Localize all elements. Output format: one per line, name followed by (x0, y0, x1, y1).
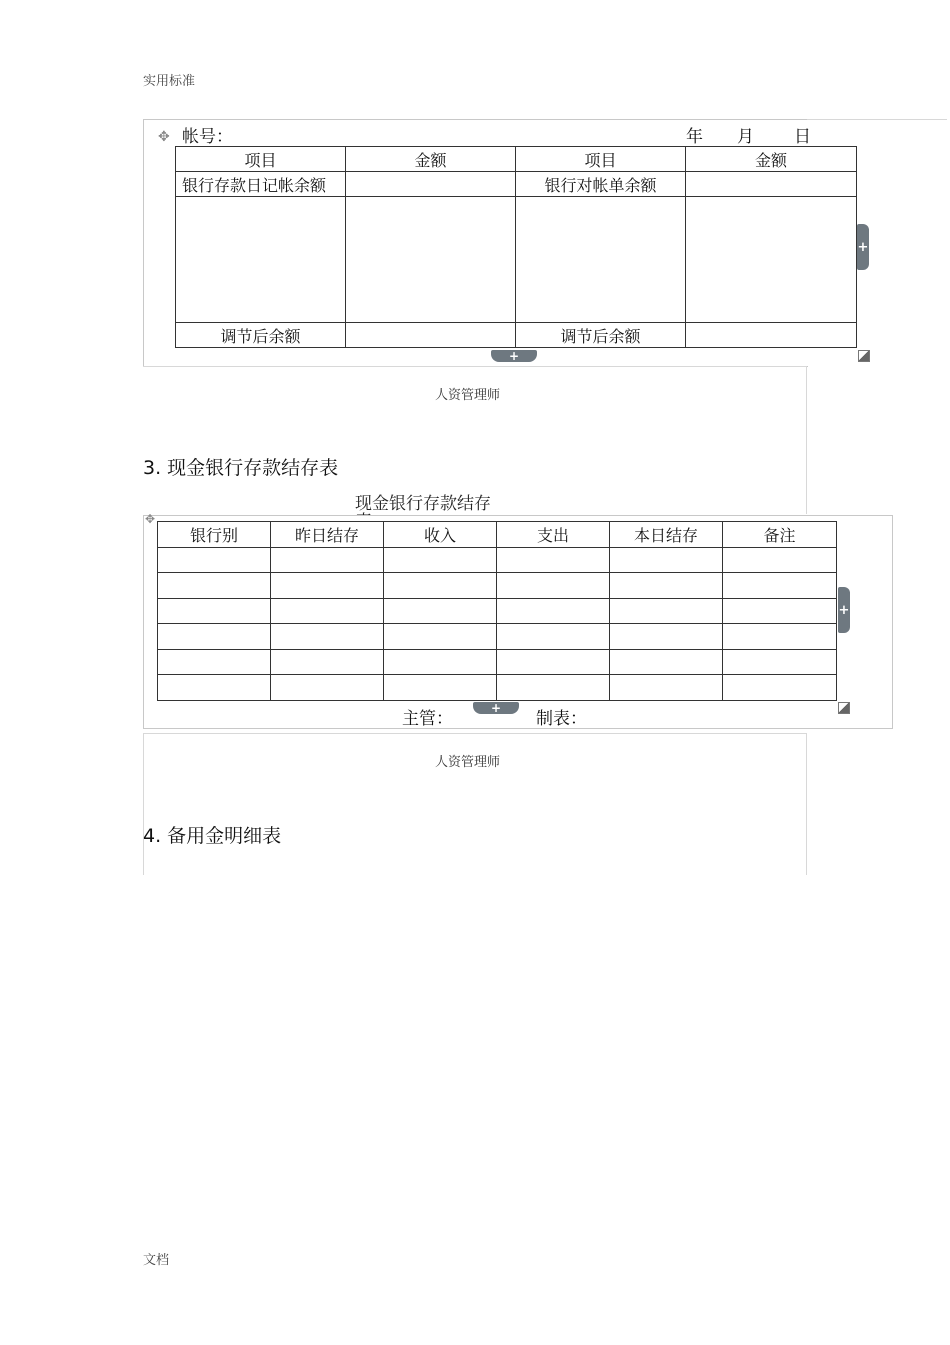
table-row (176, 172, 857, 197)
resize-icon[interactable] (858, 350, 870, 362)
table-cell[interactable] (158, 624, 271, 650)
table-cell[interactable] (610, 599, 723, 624)
table-cell[interactable] (158, 548, 271, 573)
add-column-button[interactable] (838, 587, 850, 633)
table-cell[interactable] (271, 548, 384, 573)
column-header: 银行别 (158, 522, 271, 548)
table-cell[interactable] (723, 599, 837, 624)
move-handle-icon[interactable]: ✥ (158, 129, 170, 145)
preparer-label: 制表： (536, 709, 587, 729)
table-cell[interactable] (497, 650, 610, 675)
column-header: 备注 (723, 522, 837, 548)
table-row (158, 548, 837, 573)
table-cell[interactable] (497, 548, 610, 573)
table-cell[interactable] (271, 573, 384, 599)
table-cell[interactable] (384, 650, 497, 675)
plus-icon: + (490, 701, 502, 715)
table-cell[interactable] (346, 323, 516, 348)
table-cell[interactable] (158, 650, 271, 675)
table-cell[interactable] (497, 675, 610, 701)
add-row-button[interactable] (473, 702, 519, 714)
table-cell[interactable] (686, 172, 857, 197)
table-cell[interactable] (610, 650, 723, 675)
table-cell[interactable] (271, 624, 384, 650)
reconciliation-table (175, 146, 857, 348)
plus-icon: + (857, 239, 869, 255)
table2-title-partial: 现金银行存款结存 (355, 494, 491, 514)
table-cell[interactable] (271, 599, 384, 624)
table-cell[interactable] (384, 573, 497, 599)
table-row (158, 573, 837, 599)
table-row (176, 323, 857, 348)
add-column-button[interactable] (857, 224, 869, 270)
table-cell[interactable] (384, 599, 497, 624)
column-header: 收入 (384, 522, 497, 548)
table-cell[interactable] (271, 650, 384, 675)
table-cell[interactable] (497, 624, 610, 650)
table-cell[interactable]: 银行对帐单余额 (516, 172, 686, 197)
cash-balance-table (157, 521, 837, 701)
table1-caption: 人资管理师 (435, 388, 501, 403)
table-cell[interactable] (158, 599, 271, 624)
move-handle-icon[interactable]: ✥ (145, 512, 156, 526)
table-cell[interactable] (516, 197, 686, 323)
supervisor-label: 主管： (402, 709, 453, 729)
section4-title: 4. 备用金明细表 (143, 825, 282, 847)
table-cell[interactable] (158, 573, 271, 599)
column-header: 项目 (176, 147, 346, 172)
table-header-row (176, 147, 857, 172)
table-cell[interactable] (158, 675, 271, 701)
resize-icon[interactable] (838, 702, 850, 714)
column-header: 本日结存 (610, 522, 723, 548)
column-header: 昨日结存 (271, 522, 384, 548)
table-row (158, 650, 837, 675)
table-row (158, 599, 837, 624)
column-header: 项目 (516, 147, 686, 172)
plus-icon: + (508, 349, 520, 363)
page-footer: 文档 (143, 1253, 170, 1268)
table-cell[interactable] (346, 172, 516, 197)
table-row (158, 624, 837, 650)
table-cell[interactable] (384, 548, 497, 573)
table-cell[interactable] (610, 548, 723, 573)
date-day-label: 日 (794, 127, 811, 147)
section3-title: 3. 现金银行存款结存表 (143, 457, 339, 479)
column-header: 金额 (686, 147, 857, 172)
table-cell[interactable] (346, 197, 516, 323)
date-month-label: 月 (737, 127, 754, 147)
table-cell[interactable] (723, 675, 837, 701)
add-row-button[interactable] (491, 350, 537, 362)
table-cell[interactable] (384, 675, 497, 701)
plus-icon: + (838, 602, 850, 618)
table-cell[interactable] (723, 573, 837, 599)
table-cell[interactable] (497, 573, 610, 599)
table-cell[interactable] (384, 624, 497, 650)
table-header-row (158, 522, 837, 548)
date-year-label: 年 (686, 127, 703, 147)
table-cell[interactable] (723, 624, 837, 650)
table-cell[interactable]: 银行存款日记帐余额 (176, 172, 346, 197)
table-cell[interactable] (610, 624, 723, 650)
table-cell[interactable]: 调节后余额 (516, 323, 686, 348)
table-cell[interactable] (271, 675, 384, 701)
table2-caption: 人资管理师 (435, 755, 501, 770)
table-cell[interactable] (723, 548, 837, 573)
page-header: 实用标准 (143, 74, 196, 89)
account-label: 帐号： (182, 127, 233, 147)
table-cell[interactable] (497, 599, 610, 624)
column-header: 支出 (497, 522, 610, 548)
table-cell[interactable] (610, 675, 723, 701)
table-cell[interactable] (610, 573, 723, 599)
table-row (176, 197, 857, 323)
table-row (158, 675, 837, 701)
table-cell[interactable] (176, 197, 346, 323)
table-cell[interactable] (723, 650, 837, 675)
table-cell[interactable] (686, 197, 857, 323)
table-cell[interactable]: 调节后余额 (176, 323, 346, 348)
column-header: 金额 (346, 147, 516, 172)
table-cell[interactable] (686, 323, 857, 348)
